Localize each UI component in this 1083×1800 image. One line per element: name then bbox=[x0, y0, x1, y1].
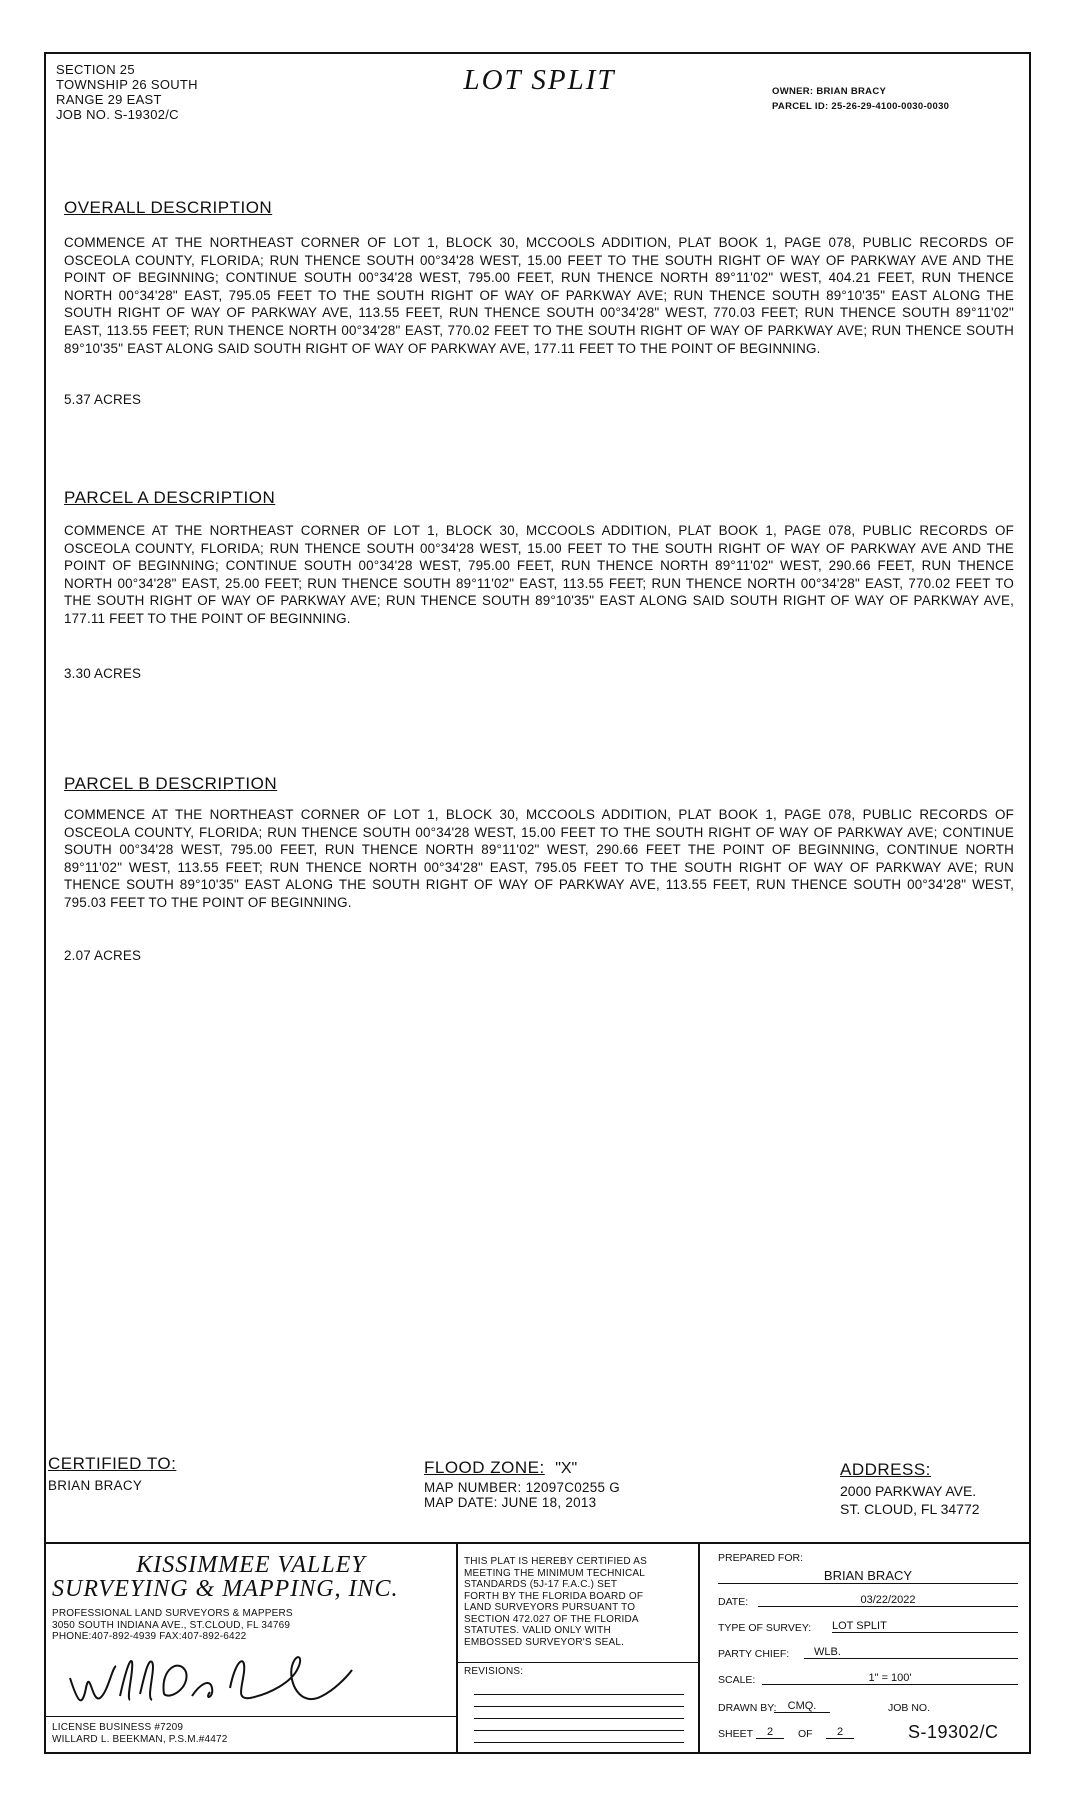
section-line: SECTION 25 bbox=[56, 62, 135, 77]
parcel-a-heading: PARCEL A DESCRIPTION bbox=[64, 488, 276, 507]
drawn-by-label: DRAWN BY: bbox=[718, 1702, 777, 1714]
revision-line bbox=[474, 1742, 684, 1743]
license-business: LICENSE BUSINESS #7209 bbox=[52, 1722, 184, 1733]
overall-description-heading: OVERALL DESCRIPTION bbox=[64, 198, 273, 217]
party-chief-label: PARTY CHIEF: bbox=[718, 1648, 790, 1660]
revision-line bbox=[474, 1730, 684, 1731]
scale-label: SCALE: bbox=[718, 1674, 756, 1686]
scale-value: 1" = 100' bbox=[762, 1672, 1018, 1685]
drawn-by-value: CMQ. bbox=[774, 1700, 830, 1713]
sheet-label: SHEET bbox=[718, 1728, 754, 1740]
parcel-b-heading: PARCEL B DESCRIPTION bbox=[64, 774, 278, 793]
sheet-total: 2 bbox=[826, 1726, 854, 1739]
title-block-top-border bbox=[46, 1542, 1029, 1544]
parcel-a-acres: 3.30 ACRES bbox=[64, 666, 142, 681]
township-line: TOWNSHIP 26 SOUTH bbox=[56, 77, 198, 92]
survey-type-label: TYPE OF SURVEY: bbox=[718, 1622, 812, 1634]
address-block bbox=[840, 1460, 980, 1518]
signature-line bbox=[46, 1716, 456, 1717]
parcel-a-text: COMMENCE AT THE NORTHEAST CORNER OF LOT 1, BLOCK 30, MCCOOLS ADDITION, PLAT BOOK 1, PAGE 078, PUBLIC RECORDS OF OSCEOLA COUNTY, FLORIDA; RUN THENCE SOUTH 00°34'28 WEST, 15.00 FEET TO THE SOUTH RIGHT OF WAY OF PARKWAY AVE AND THE POINT OF BEGINNING; CONTINUE SOUTH 00°34'28 WEST, 795.00 FEET, RUN THENCE NORTH 89°11'02" WEST, 290.66 FEET, RUN THENCE NORTH 00°34'28" EAST, 25.00 FEET; RUN THENCE SOUTH 89°11'02" EAST, 113.55 FEET; RUN THENCE NORTH 00°34'28" EAST, 770.02 FEET TO THE SOUTH RIGHT OF WAY OF PARKWAY AVE; RUN THENCE SOUTH 89°10'35" EAST ALONG SAID SOUTH RIGHT OF WAY OF PARKWAY AVE, 177.11 FEET TO THE POINT OF BEGINNING. bbox=[64, 523, 1014, 626]
company-line-2: 3050 SOUTH INDIANA AVE., ST.CLOUD, FL 34769 bbox=[52, 1619, 291, 1631]
surveyor-signature bbox=[60, 1648, 360, 1712]
parcel-id-line: PARCEL ID: 25-26-29-4100-0030-0030 bbox=[772, 101, 950, 112]
revision-line bbox=[474, 1718, 684, 1719]
survey-sheet bbox=[44, 52, 1031, 1754]
address-line-1: 2000 PARKWAY AVE. bbox=[840, 1483, 977, 1499]
surveyor-name: WILLARD L. BEEKMAN, P.S.M.#4472 bbox=[52, 1733, 228, 1745]
owner-info bbox=[772, 84, 949, 114]
party-chief-value: WLB. bbox=[804, 1646, 1018, 1659]
revision-line bbox=[474, 1706, 684, 1707]
parcel-b-text: COMMENCE AT THE NORTHEAST CORNER OF LOT 1, BLOCK 30, MCCOOLS ADDITION, PLAT BOOK 1, PAGE 078, PUBLIC RECORDS OF OSCEOLA COUNTY, FLORIDA; RUN THENCE SOUTH 00°34'28 WEST, 15.00 FEET TO THE SOUTH RIGHT OF WAY OF PARKWAY AVE; CONTINUE SOUTH 00°34'28 WEST, 795.00 FEET, RUN THENCE NORTH 89°11'02" WEST, 290.66 FEET THE POINT OF BEGINNING, CONTINUE NORTH 89°11'02" WEST, 113.55 FEET; RUN THENCE NORTH 00°34'28" EAST, 795.05 FEET TO THE SOUTH RIGHT OF WAY OF PARKWAY AVE; RUN THENCE SOUTH 89°10'35" EAST ALONG THE SOUTH RIGHT OF WAY OF PARKWAY AVE, 113.55 FEET, RUN THENCE SOUTH 00°34'28" WEST, 795.03 FEET TO THE POINT OF BEGINNING. bbox=[64, 807, 1014, 910]
certification-line: STANDARDS (5J-17 F.A.C.) SET bbox=[464, 1579, 618, 1590]
job-number-line: JOB NO. S-19302/C bbox=[56, 107, 179, 122]
date-value: 03/22/2022 bbox=[758, 1594, 1018, 1607]
company-line-3: PHONE:407-892-4939 FAX:407-892-6422 bbox=[52, 1631, 247, 1642]
of-label: OF bbox=[798, 1728, 813, 1740]
map-number: MAP NUMBER: 12097C0255 G bbox=[424, 1480, 620, 1495]
revisions-label: REVISIONS: bbox=[464, 1666, 524, 1677]
prepared-for-value: BRIAN BRACY bbox=[718, 1568, 1018, 1584]
company-name-line-2: SURVEYING & MAPPING, INC. bbox=[52, 1576, 399, 1602]
company-name bbox=[46, 1552, 456, 1579]
overall-acres: 5.37 ACRES bbox=[64, 392, 142, 407]
address-line-2: ST. CLOUD, FL 34772 bbox=[840, 1501, 980, 1517]
flood-zone-label: FLOOD ZONE: bbox=[424, 1458, 545, 1477]
map-date: MAP DATE: JUNE 18, 2013 bbox=[424, 1495, 597, 1510]
parcel-b-acres: 2.07 ACRES bbox=[64, 948, 142, 963]
title-block-divider-1 bbox=[456, 1542, 458, 1754]
job-no-label: JOB NO. bbox=[888, 1702, 931, 1714]
certification-line: FORTH BY THE FLORIDA BOARD OF bbox=[464, 1590, 644, 1602]
certification-line: LAND SURVEYORS PURSUANT TO bbox=[464, 1602, 636, 1613]
survey-type-value: LOT SPLIT bbox=[832, 1620, 1018, 1633]
certification-line: SECTION 472.027 OF THE FLORIDA bbox=[464, 1613, 639, 1625]
job-number-value: S-19302/C bbox=[908, 1722, 999, 1742]
address-label: ADDRESS: bbox=[840, 1460, 931, 1479]
flood-zone-value: "X" bbox=[555, 1460, 578, 1477]
certification-line: MEETING THE MINIMUM TECHNICAL bbox=[464, 1567, 645, 1579]
certification-line: STATUTES. VALID ONLY WITH bbox=[464, 1625, 611, 1636]
date-label: DATE: bbox=[718, 1596, 749, 1608]
flood-zone-block bbox=[424, 1458, 620, 1510]
company-name-line-1: KISSIMMEE VALLEY bbox=[136, 1552, 366, 1578]
certified-to-label: CERTIFIED TO: bbox=[48, 1454, 177, 1473]
certified-to-block bbox=[48, 1454, 176, 1493]
page-title: LOT SPLIT bbox=[463, 64, 616, 96]
certification-line: THIS PLAT IS HEREBY CERTIFIED AS bbox=[464, 1556, 647, 1567]
owner-line: OWNER: BRIAN BRACY bbox=[772, 86, 887, 97]
certification-statement bbox=[464, 1556, 694, 1648]
certified-to-value: BRIAN BRACY bbox=[48, 1478, 143, 1493]
license-info bbox=[52, 1722, 228, 1745]
revisions-top-border bbox=[456, 1662, 698, 1663]
title-block-divider-2 bbox=[698, 1542, 700, 1754]
overall-description-text: COMMENCE AT THE NORTHEAST CORNER OF LOT 1, BLOCK 30, MCCOOLS ADDITION, PLAT BOOK 1, PAGE 078, PUBLIC RECORDS OF OSCEOLA COUNTY, FLORIDA; RUN THENCE SOUTH 00°34'28 WEST, 15.00 FEET TO THE SOUTH RIGHT OF WAY OF PARKWAY AVE AND THE POINT OF BEGINNING; CONTINUE SOUTH 00°34'28 WEST, 795.00 FEET, RUN THENCE NORTH 89°11'02" WEST, 404.21 FEET, RUN THENCE NORTH 00°34'28" EAST, 795.05 FEET TO THE SOUTH RIGHT OF WAY OF PARKWAY AVE; RUN THENCE SOUTH 89°10'35" EAST ALONG THE SOUTH RIGHT OF WAY OF PARKWAY AVE, 113.55 FEET, RUN THENCE SOUTH 00°34'28" WEST, 770.03 FEET; RUN THENCE SOUTH 89°11'02" EAST, 113.55 FEET; RUN THENCE NORTH 00°34'28" EAST, 770.02 FEET TO THE SOUTH RIGHT OF WAY OF PARKWAY AVE; RUN THENCE SOUTH 89°10'35" EAST ALONG SAID SOUTH RIGHT OF WAY OF PARKWAY AVE, 177.11 FEET TO THE POINT OF BEGINNING. bbox=[64, 235, 1014, 356]
prepared-for-label: PREPARED FOR: bbox=[718, 1552, 803, 1564]
company-details bbox=[52, 1608, 293, 1643]
company-line-1: PROFESSIONAL LAND SURVEYORS & MAPPERS bbox=[52, 1608, 293, 1619]
revision-line bbox=[474, 1694, 684, 1695]
range-line: RANGE 29 EAST bbox=[56, 92, 162, 107]
sheet-number: 2 bbox=[756, 1726, 784, 1739]
certification-line: EMBOSSED SURVEYOR'S SEAL. bbox=[464, 1636, 625, 1648]
